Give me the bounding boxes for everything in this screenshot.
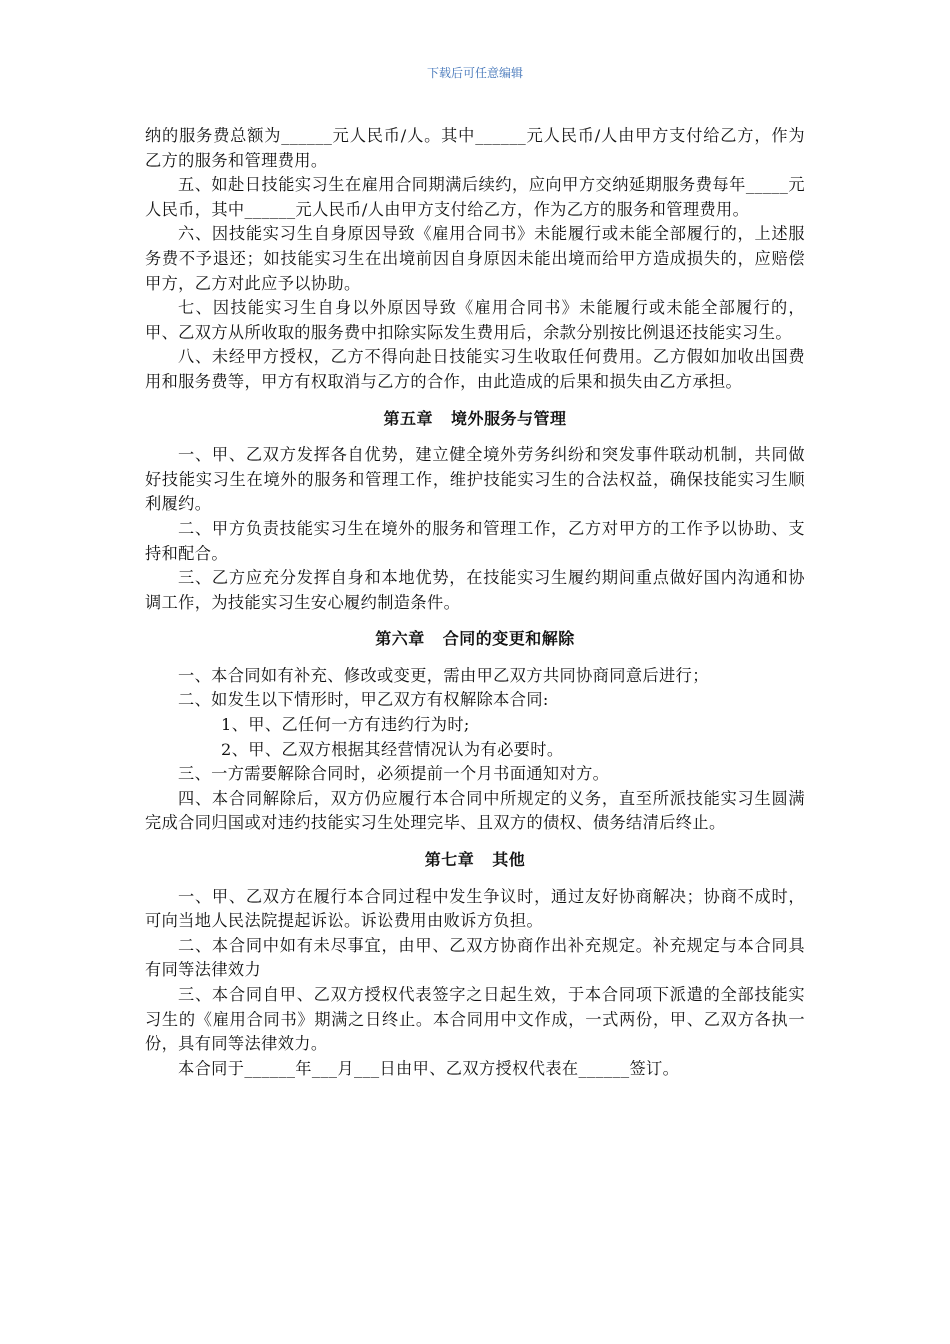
paragraph: 五、如赴日技能实习生在雇用合同期满后续约，应向甲方交纳延期服务费每年_____元人民币，其中______元人民币/人由甲方支付给乙方，作为乙方的服务和管理费用。 (145, 175, 805, 219)
paragraph: 三、本合同自甲、乙双方授权代表签字之日起生效，于本合同项下派遣的全部技能实习生的《雇用合同书》期满之日终止。本合同用中文作成，一式两份，甲、乙双方各执一份，具有同等法律效力。 (145, 985, 805, 1054)
chapter-title: 其他 (492, 850, 526, 870)
document-body (145, 124, 805, 1081)
paragraph: 三、一方需要解除合同时，必须提前一个月书面通知对方。 (178, 764, 610, 784)
paragraph: 四、本合同解除后，双方仍应履行本合同中所规定的义务，直至所派技能实习生圆满完成合同归国或对违约技能实习生处理完毕、且双方的债权、债务结清后终止。 (145, 788, 805, 833)
paragraph: 三、乙方应充分发挥自身和本地优势，在技能实习生履约期间重点做好国内沟通和协调工作，为技能实习生安心履约制造条件。 (145, 568, 805, 612)
paragraph: 一、甲、乙双方发挥各自优势，建立健全境外劳务纠纷和突发事件联动机制，共同做好技能实习生在境外的服务和管理工作，维护技能实习生的合法权益，确保技能实习生顺利履约。 (145, 445, 805, 514)
chapter-number: 第七章 (424, 850, 475, 870)
paragraph: 二、甲方负责技能实习生在境外的服务和管理工作，乙方对甲方的工作予以协助、支持和配合。 (145, 518, 805, 563)
list-item: 2、甲、乙双方根据其经营情况认为有必要时。 (221, 739, 564, 759)
chapter-number: 第五章 (383, 408, 433, 428)
paragraph: 二、本合同中如有未尽事宜，由甲、乙双方协商作出补充规定。补充规定与本合同具有同等法律效力 (145, 935, 805, 980)
paragraph: 六、因技能实习生自身原因导致《雇用合同书》未能履行或未能全部履行的，上述服务费不予退还；如技能实习生在出境前因自身原因未能出境而给甲方造成损失的，应赔偿甲方，乙方对此应予以协助。 (145, 224, 805, 293)
list-item: 1、甲、乙任何一方有违约行为时; (221, 715, 470, 735)
paragraph: 八、未经甲方授权，乙方不得向赴日技能实习生收取任何费用。乙方假如加收出国费用和服务费等，甲方有权取消与乙方的合作，由此造成的后果和损失由乙方承担。 (145, 347, 805, 391)
chapter-title: 境外服务与管理 (451, 408, 567, 428)
chapter-heading (145, 407, 805, 432)
header-note: 下载后可任意编辑 (426, 66, 523, 80)
chapter-heading (145, 627, 805, 652)
chapter-heading (145, 848, 805, 873)
paragraph: 二、如发生以下情形时，甲乙双方有权解除本合同: (178, 690, 549, 710)
paragraph: 一、甲、乙双方在履行本合同过程中发生争议时，通过友好协商解决；协商不成时，可向当地人民法院提起诉讼。诉讼费用由败诉方负担。 (145, 886, 805, 931)
paragraph: 七、因技能实习生自身以外原因导致《雇用合同书》未能履行或未能全部履行的，甲、乙双方从所收取的服务费中扣除实际发生费用后，余款分别按比例退还技能实习生。 (145, 298, 805, 342)
chapter-number: 第六章 (375, 629, 425, 649)
chapter-title: 合同的变更和解除 (442, 629, 575, 649)
paragraph: 本合同于______年___月___日由甲、乙双方授权代表在______签订。 (178, 1058, 680, 1078)
paragraph: 纳的服务费总额为______元人民币/人。其中______元人民币/人由甲方支付给乙方，作为乙方的服务和管理费用。 (145, 126, 805, 170)
paragraph: 一、本合同如有补充、修改或变更，需由甲乙双方共同协商同意后进行； (178, 665, 709, 685)
